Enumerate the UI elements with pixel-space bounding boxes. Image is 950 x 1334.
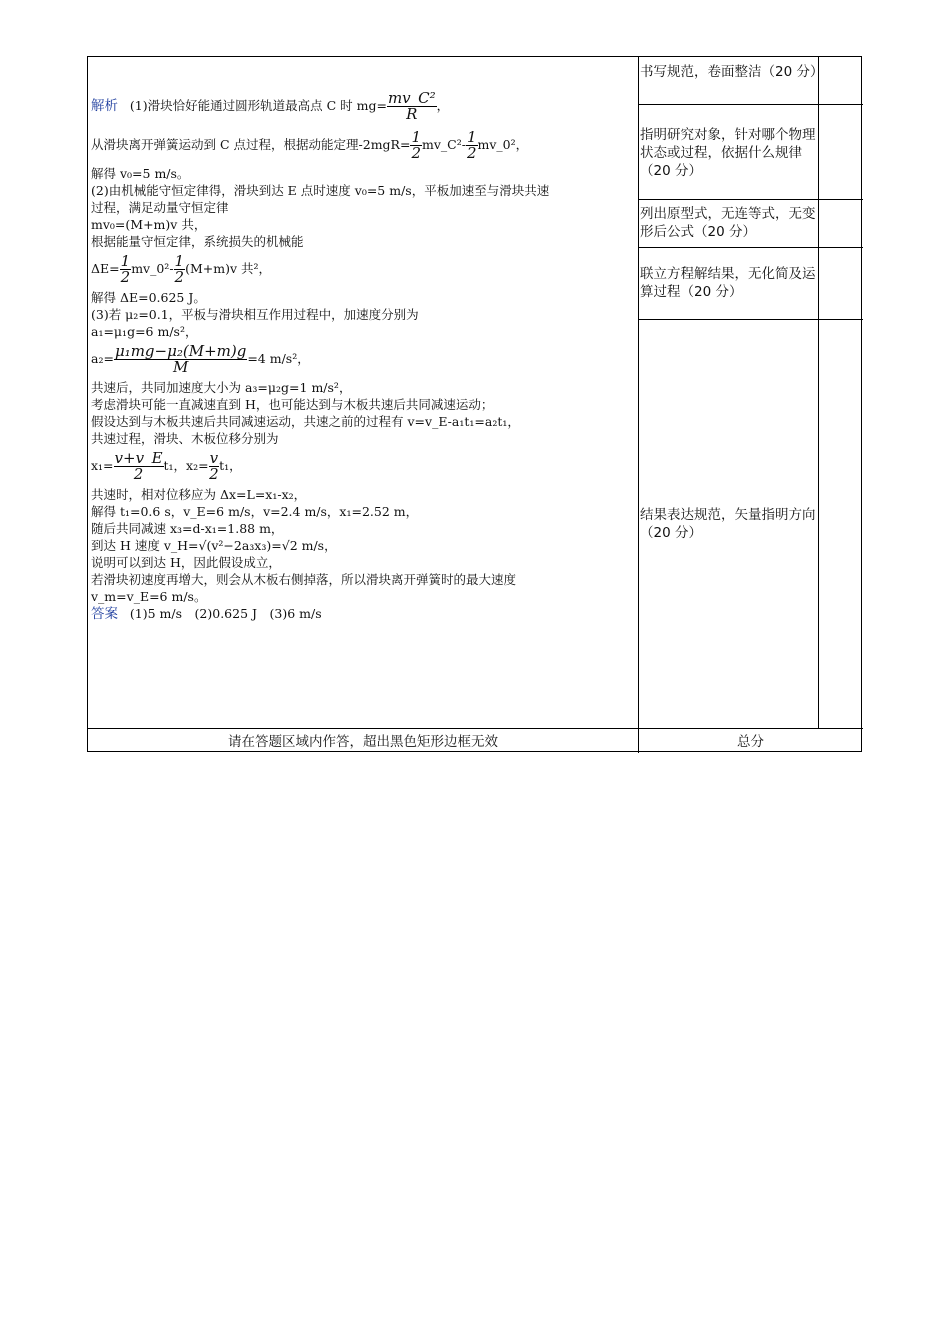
formula-text: mv_0²- — [131, 261, 174, 276]
formula-text: 从滑块离开弹簧运动到 C 点过程，根据动能定理-2mgR= — [91, 137, 411, 152]
fraction — [114, 451, 164, 482]
answer-sheet — [87, 56, 862, 752]
row-divider — [638, 199, 863, 200]
fraction — [410, 130, 422, 161]
formula-text: t₁， — [219, 458, 242, 473]
criterion-1: 书写规范，卷面整洁（20 分） — [640, 64, 824, 80]
solution-line: (2)由机械能守恒定律得，滑块到达 E 点时速度 v₀=5 m/s，平板加速至与滑块共速 — [91, 183, 550, 198]
denominator: R — [406, 105, 418, 123]
solution-line: 过程，满足动量守恒定律 — [91, 200, 229, 215]
criterion-4: 联立方程解结果，无化简及运算过程（20 分） — [640, 266, 816, 300]
criterion-3: 列出原型式，无连等式，无变形后公式（20 分） — [640, 206, 816, 240]
formula-text: x₁= — [91, 458, 114, 473]
analysis-tag: 解析 — [91, 98, 118, 114]
fraction — [174, 254, 186, 285]
solution-line: 说明可以到达 H，因此假设成立， — [91, 555, 281, 570]
formula-text: a₂= — [91, 351, 114, 366]
numerator: μ₁mg−μ₂(M+m)g — [114, 342, 247, 360]
formula-text: mv_0²， — [477, 137, 529, 152]
solution-line — [91, 87, 636, 126]
denominator: 2 — [411, 144, 421, 162]
solution-line: 考虑滑块可能一直减速直到 H，也可能达到与木板共速后共同减速运动； — [91, 397, 494, 412]
solution-line: 根据能量守恒定律，系统损失的机械能 — [91, 234, 304, 249]
column-divider-main — [638, 57, 639, 753]
numerator: mv_C² — [387, 89, 436, 107]
solution-line: 解得 t₁=0.6 s，v_E=6 m/s，v=2.4 m/s，x₁=2.52 m， — [91, 504, 419, 519]
fraction — [387, 91, 437, 122]
solution-line: (3)若 μ₂=0.1，平板与滑块相互作用过程中，加速度分别为 — [91, 307, 419, 322]
solution-line: v_m=v_E=6 m/s。 — [91, 589, 207, 604]
numerator: 1 — [174, 252, 185, 270]
formula-text: ， — [436, 98, 450, 113]
row-divider — [638, 247, 863, 248]
column-divider-score — [818, 57, 819, 729]
numerator: 1 — [120, 252, 131, 270]
denominator: 2 — [174, 268, 185, 286]
answer-tag: 答案 — [91, 606, 118, 622]
solution-text — [91, 87, 636, 623]
criterion-5: 结果表达规范，矢量指明方向（20 分） — [640, 507, 816, 541]
numerator: v — [209, 449, 219, 467]
solution-line: 解得 v₀=5 m/s。 — [91, 166, 190, 181]
row-divider — [638, 319, 863, 320]
formula-text: ΔE= — [91, 261, 120, 276]
denominator: M — [172, 358, 189, 376]
footer-divider — [88, 728, 863, 729]
denominator: 2 — [120, 268, 131, 286]
solution-line: 共速过程，滑块、木板位移分别为 — [91, 431, 279, 446]
solution-line: 随后共同减速 x₃=d-x₁=1.88 m， — [91, 521, 284, 536]
solution-line: mv₀=(M+m)v 共， — [91, 217, 207, 232]
denominator: 2 — [466, 144, 477, 162]
footer-notice: 请在答题区域内作答，超出黑色矩形边框无效 — [228, 734, 498, 750]
solution-line: a₁=μ₁g=6 m/s²， — [91, 324, 198, 339]
solution-line: 解得 ΔE=0.625 J。 — [91, 290, 206, 305]
formula-text: (M+m)v 共²， — [185, 261, 272, 276]
fraction — [466, 130, 478, 161]
fraction — [114, 344, 247, 375]
numerator: 1 — [466, 128, 477, 146]
numerator: v+v_E — [114, 449, 163, 467]
solution-line: 共速时，相对位移应为 Δx=L=x₁-x₂， — [91, 487, 307, 502]
denominator: 2 — [133, 465, 144, 483]
fraction — [209, 451, 219, 482]
solution-line: 到达 H 速度 v_H=√(v²−2a₃x₃)=√2 m/s， — [91, 538, 337, 553]
formula-text: =4 m/s²， — [247, 351, 310, 366]
formula-text: mv_C²- — [421, 137, 466, 152]
criterion-2: 指明研究对象，针对哪个物理状态或过程，依据什么规律（20 分） — [640, 127, 816, 179]
fraction — [120, 254, 132, 285]
row-divider — [638, 104, 863, 105]
formula-text: (1)滑块恰好能通过圆形轨道最高点 C 时 mg= — [129, 98, 387, 113]
solution-line: 共速后，共同加速度大小为 a₃=μ₂g=1 m/s²， — [91, 380, 352, 395]
solution-line — [91, 126, 636, 165]
solution-line: 若滑块初速度再增大，则会从木板右侧掉落，所以滑块离开弹簧时的最大速度 — [91, 572, 517, 587]
numerator: 1 — [411, 128, 421, 146]
answer-text: (1)5 m/s (2)0.625 J (3)6 m/s — [129, 606, 322, 621]
solution-line — [91, 447, 636, 486]
solution-line — [91, 250, 636, 289]
solution-line — [91, 340, 636, 379]
footer-total: 总分 — [737, 734, 764, 750]
formula-text: t₁，x₂= — [163, 458, 209, 473]
solution-line: 假设达到与木板共速后共同减速运动，共速之前的过程有 v=v_E-a₁t₁=a₂t₁， — [91, 414, 520, 429]
answer-line — [91, 605, 636, 623]
denominator: 2 — [209, 465, 219, 483]
